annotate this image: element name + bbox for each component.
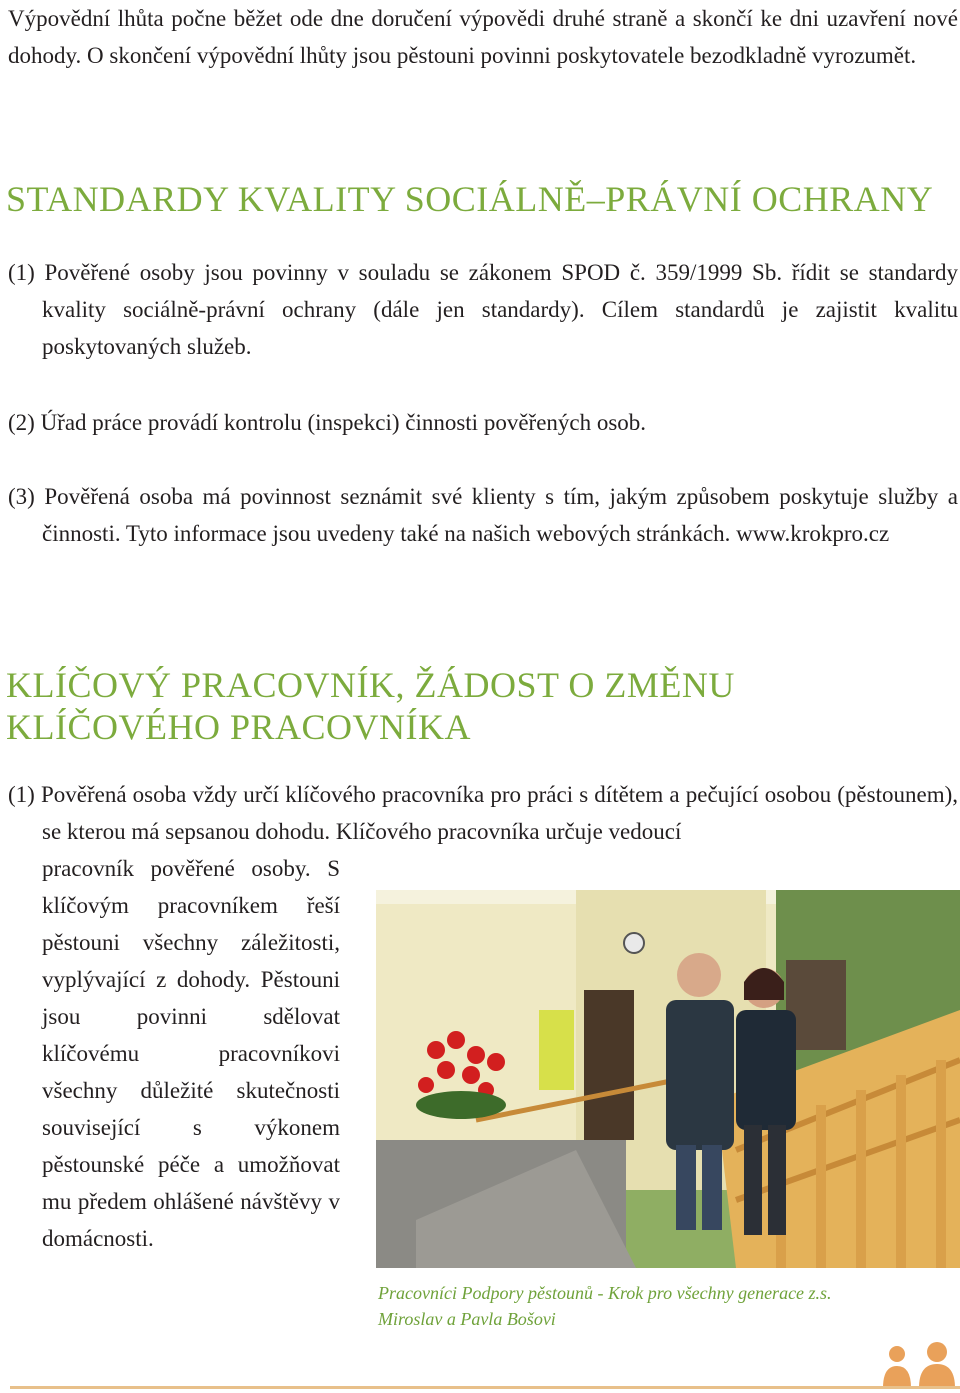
standards-item-1: (1) Pověřené osoby jsou povinny v souladu se zákonem SPOD č. 359/1999 Sb. řídit se standardy kvality sociálně-právní ochrany (dále jen standardy). Cílem standardů je zajistit kvalitu poskytovaných služeb.	[8, 260, 958, 359]
photo-caption	[378, 1280, 958, 1332]
footer-divider	[10, 1386, 960, 1389]
section-heading-standards: STANDARDY KVALITY SOCIÁLNĚ–PRÁVNÍ OCHRANY	[6, 179, 934, 219]
photo-key-workers	[376, 890, 960, 1268]
intro-paragraph: Výpovědní lhůta počne běžet ode dne doručení výpovědi druhé straně a skončí ke dni uzavření nové dohody. O skončení výpovědní lhůty jsou pěstouni povinni poskytovatele bezodkladně vyrozumět.	[8, 6, 958, 68]
key-worker-item-1: (1) Pověřená osoba vždy určí klíčového pracovníka pro práci s dítětem a pečující osobou (pěstounem), se kterou má sepsanou dohodu. Klíčového pracovníka určuje vedoucí	[8, 782, 958, 844]
photo-caption-line-1: Pracovníci Podpory pěstounů - Krok pro všechny generace z.s.	[378, 1283, 832, 1303]
photo-caption-line-2: Miroslav a Pavla Bošovi	[378, 1309, 556, 1329]
standards-item-2: (2) Úřad práce provádí kontrolu (inspekci) činnosti pověřených osob.	[8, 410, 647, 435]
key-worker-item-1-continued: pracovník pověřené osoby. S klíčovým pracovníkem řeší pěstouni všechny záležitosti, vyplývající z dohody. Pěstouni jsou povinni sdělovat klíčovému pracovníkovi všechny důležité skutečnosti související s výkonem pěstounské péče a umožňovat mu předem ohlášené návštěvy v domácnosti.	[42, 856, 340, 1251]
standards-item-3: (3) Pověřená osoba má povinnost seznámit své klienty s tím, jakým způsobem poskytuje služby a činnosti. Tyto informace jsou uvedeny také na našich webových stránkách. www.krokpro.cz	[8, 484, 958, 546]
people-logo-icon	[880, 1342, 960, 1388]
section-heading-key-worker: KLÍČOVÝ PRACOVNÍK, ŽÁDOST O ZMĚNU KLÍČOVÉHO PRACOVNÍKA	[6, 665, 735, 747]
